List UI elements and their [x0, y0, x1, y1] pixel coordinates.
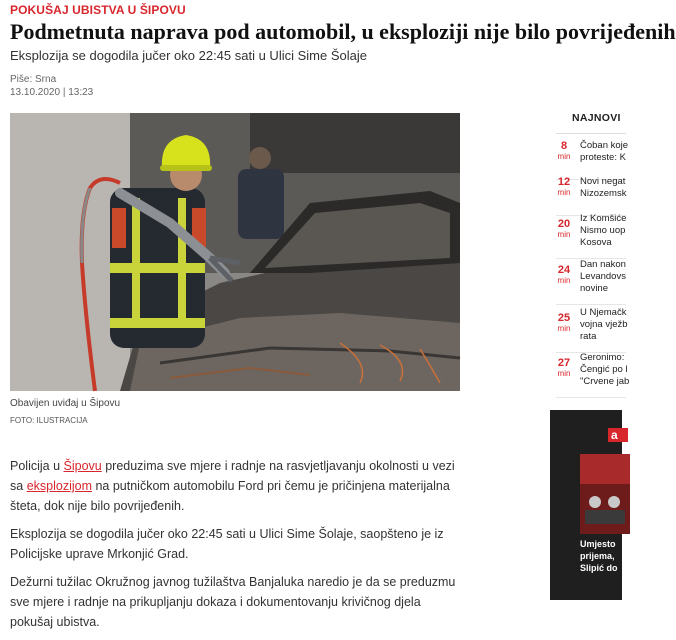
promo-photo [580, 454, 630, 534]
photo-credit: FOTO: ILUSTRACIJA [10, 416, 88, 425]
news-headline[interactable]: Iz Komšiće Nismo uop Kosova [580, 213, 627, 248]
minutes-ago: 8 min [557, 140, 571, 161]
paragraph-text: preduzima sve mjere i radnje na rasvjetljavanju okolnosti u vezi sa [10, 459, 455, 493]
sidebar-news-item[interactable] [556, 176, 626, 216]
sidebar-news-item[interactable] [556, 352, 630, 398]
paragraph-2: Eksplozija se dogodila jučer oko 22:45 sati u Ulici Sime Šolaje, saopšteno je iz Policijske uprave Mrkonjić Grad. [10, 527, 444, 561]
sidebar-news-item[interactable] [556, 140, 629, 180]
minutes-ago: 25 min [557, 312, 571, 333]
paragraph-3: Dežurni tužilac Okružnog javnog tužilaštva Banjaluka naredio je da se preduzmu sve mjere i radnje na prikupljanju dokaza i dokumentovanju krivičnog djela pokušaj ubistva. [10, 575, 456, 629]
link-sipovo[interactable]: Šipovu [63, 459, 102, 473]
article-author: Piše: Srna [10, 74, 57, 85]
paragraph-1 [10, 456, 460, 516]
promo-logo: a [608, 428, 628, 442]
promo-widget[interactable] [550, 410, 622, 600]
firefighter-car-image [10, 113, 460, 391]
news-headline[interactable]: U Njemačk vojna vježb rata [580, 307, 628, 342]
paragraph-text: Policija u [10, 459, 64, 473]
article-title: Podmetnuta naprava pod automobil, u eksploziji nije bilo povrijeđenih [10, 19, 676, 44]
link-eksplozija[interactable]: eksplozijom [26, 479, 92, 493]
minutes-ago: 24 min [557, 264, 571, 285]
article-lead: Eksplozija se dogodila jučer oko 22:45 sati u Ulici Sime Šolaje [10, 48, 367, 63]
news-headline[interactable]: Geronimo: Čengić po l "Crvene jab [580, 352, 630, 387]
article-kicker[interactable]: POKUŠAJ UBISTVA U ŠIPOVU [10, 3, 186, 17]
sidebar-heading: NAJNOVI [572, 112, 621, 124]
sidebar-news-item[interactable] [556, 213, 626, 259]
promo-headline[interactable]: Umjesto prijema, Slipić do [580, 539, 618, 573]
sidebar-divider [556, 133, 626, 134]
article-body [10, 456, 460, 640]
news-headline[interactable]: Novi negat Nizozemsk [580, 176, 627, 199]
article-photo [10, 113, 460, 391]
article-date: 13.10.2020 | 13:23 [10, 87, 94, 98]
minutes-ago: 12 min [557, 176, 571, 197]
promo-image[interactable] [580, 454, 630, 534]
sidebar-news-item[interactable] [556, 307, 626, 353]
sidebar-news-item[interactable] [556, 259, 626, 305]
minutes-ago: 20 min [557, 218, 571, 239]
news-headline[interactable]: Čoban koje proteste: K [580, 140, 629, 163]
photo-caption: Obavijen uviđaj u Šipovu [10, 398, 121, 409]
news-headline[interactable]: Dan nakon Levandovs novine [580, 259, 626, 294]
paragraph-text: na putničkom automobilu Ford pri čemu je pričinjena materijalna šteta, dok nije bilo povrijeđenih. [10, 479, 450, 513]
minutes-ago: 27 min [557, 357, 571, 378]
